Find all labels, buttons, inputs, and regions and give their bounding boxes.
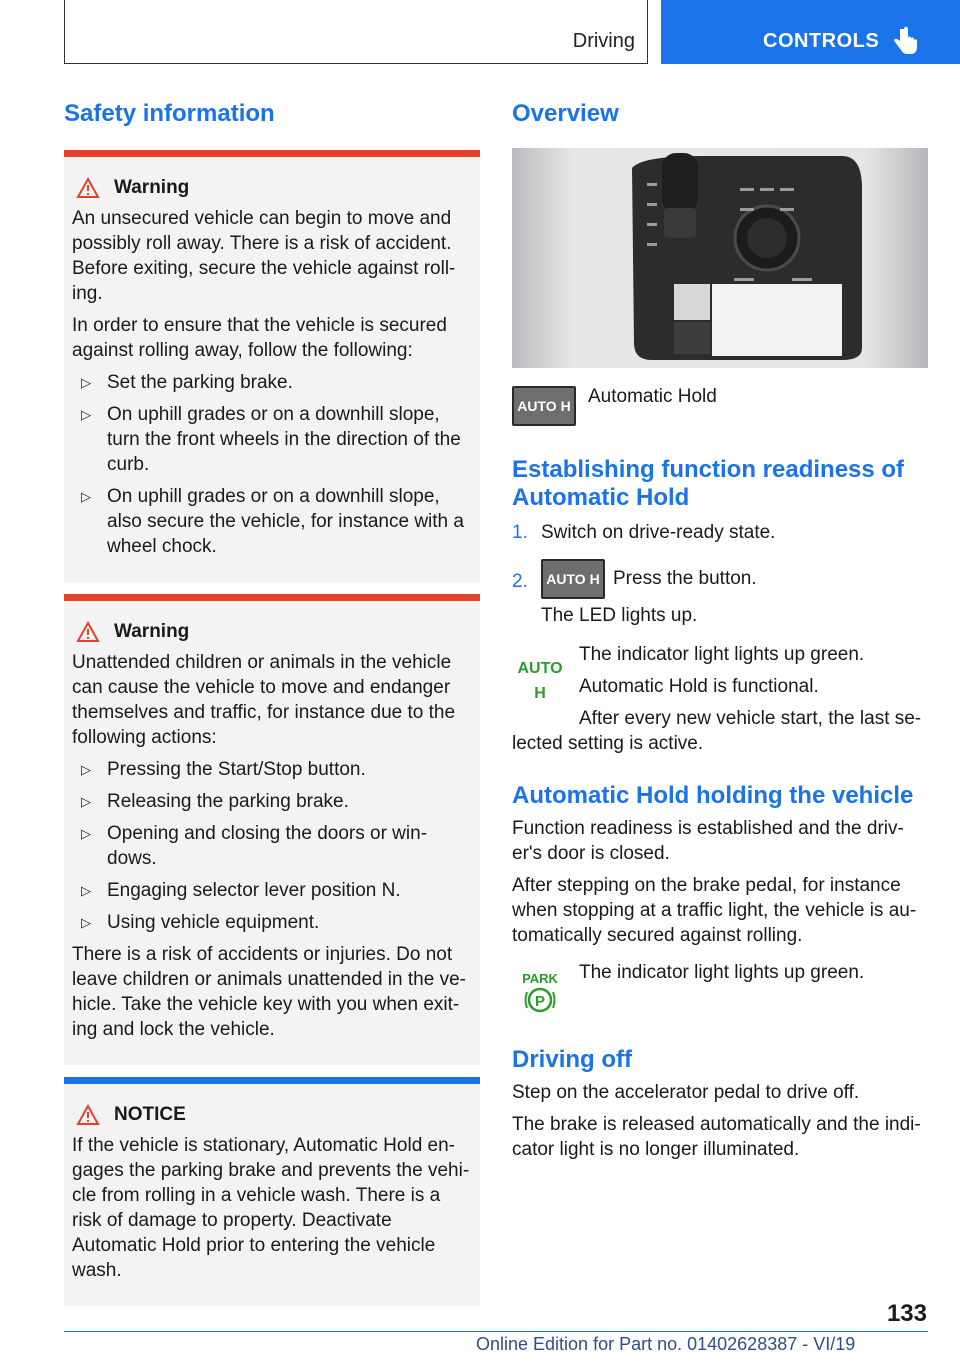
indicator-auto-h-row: AUTO H The indicator light lights up green. Automatic Hold is functional. After every new vehicle start, the last se- — [512, 642, 928, 731]
auto-h-button-icon: AUTO H — [541, 559, 605, 599]
step-item: 2. AUTO H Press the button. The LED lights up. — [512, 559, 928, 628]
warning-box-children — [64, 594, 480, 1065]
auto-h-button-icon: AUTO H — [512, 386, 576, 426]
header-frame — [64, 0, 648, 64]
list-item: ▷ Set the parking brake. — [81, 372, 293, 393]
notice-text: If the vehicle is stationary, Automatic Hold en-gages the parking brake and prevents the vehi-cle from rolling in a vehicle wash. There is a risk of damage to property. Deactivate Automatic Hold prior to entering the vehicle wash. — [72, 1135, 470, 1281]
svg-text:PARK: PARK — [522, 971, 558, 986]
warning-triangle-icon — [76, 1104, 100, 1126]
driving-off-heading: Driving off — [512, 1046, 632, 1073]
warning-text: In order to ensure that the vehicle is secured against rolling away, follow the following: — [72, 315, 447, 361]
park-indicator-icon — [520, 970, 560, 1014]
notice-box-vehicle-wash — [64, 1077, 480, 1306]
footer-edition: Online Edition for Part no. 01402628387 - VI/19 — [476, 1334, 856, 1354]
warning-text: An unsecured vehicle can begin to move and possibly roll away. There is a risk of accident. Before exiting, secure the vehicle against roll-ing. — [72, 208, 456, 304]
warning-box-rolling — [64, 150, 480, 582]
right-column: Overview AUTO H Automatic Hold Establishing function readiness of Automatic Hold 1. Switch on drive-ready state. 2. AUTO H Press the button. The LED lights up. AUTO H The indicator light lights up green. Automatic Hold is functional. After every new vehicle start, the last se- lected setting is active. Automatic Hold holding the vehicle Function readiness is established and the driv-er's door is closed. After stepping on the brake pedal, for instance when stopping at a traffic light, the vehicle is au-tomatically secured against rolling. PARK P The indicator light lights up green. Driving off Step on the accelerator pedal to drive off. The brake is released automatically and the indi-cator light is no longer illuminated. — [512, 100, 928, 1169]
bullet-triangle-icon: ▷ — [81, 883, 91, 898]
bullet-triangle-icon: ▷ — [81, 489, 91, 504]
function-readiness-heading: Establishing function readiness of Automatic Hold — [512, 456, 905, 511]
notice-title: NOTICE — [114, 1104, 186, 1125]
pointing-hand-icon — [893, 26, 919, 56]
bullet-triangle-icon: ▷ — [81, 375, 91, 390]
header-section: Driving — [572, 30, 635, 52]
left-column — [64, 100, 480, 1318]
warning-text: There is a risk of accidents or injuries. Do not leave children or animals unattended in the ve-hicle. Take the vehicle key with you when exit-ing and lock the vehicle. — [72, 944, 466, 1040]
list-item: ▷ Using vehicle equipment. — [81, 912, 320, 933]
list-item: ▷ Releasing the parking brake. — [81, 791, 349, 812]
overview-heading: Overview — [512, 100, 619, 127]
bullet-triangle-icon: ▷ — [81, 762, 91, 777]
holding-heading: Automatic Hold holding the vehicle — [512, 782, 914, 809]
warning-text: Unattended children or animals in the vehicle can cause the vehicle to move and endanger themselves and traffic, for instance due to the following actions: — [72, 652, 456, 748]
list-item: ▷ Opening and closing the doors or win-dows. — [81, 823, 428, 869]
bullet-triangle-icon: ▷ — [81, 915, 91, 930]
list-item: ▷ On uphill grades or on a downhill slope, turn the front wheels in the direction of the curb. — [81, 404, 461, 475]
center-console-photo — [512, 148, 928, 368]
warning-triangle-icon — [76, 621, 100, 643]
list-item: ▷ Engaging selector lever position N. — [81, 880, 401, 901]
header-chapter: CONTROLS — [763, 30, 880, 52]
header-chapter-tab — [661, 0, 960, 64]
bullet-triangle-icon: ▷ — [81, 794, 91, 809]
warning-triangle-icon — [76, 177, 100, 199]
page-number: 133 — [886, 1300, 927, 1327]
led-text: The LED lights up. — [541, 605, 698, 626]
list-item: ▷ On uphill grades or on a downhill slope, also secure the vehicle, for instance with a wheel chock. — [81, 486, 464, 557]
footer-divider — [64, 1331, 928, 1332]
readiness-steps — [512, 520, 928, 628]
bullet-triangle-icon: ▷ — [81, 407, 91, 422]
svg-text:P: P — [534, 993, 546, 1010]
bullet-triangle-icon: ▷ — [81, 826, 91, 841]
step-item: 1. Switch on drive-ready state. — [512, 522, 776, 543]
warning-title: Warning — [114, 177, 190, 198]
safety-information-heading: Safety information — [64, 100, 275, 127]
automatic-hold-caption: Automatic Hold — [588, 386, 717, 407]
auto-h-indicator-icon: AUTO H — [517, 660, 563, 702]
warning-title: Warning — [114, 621, 190, 642]
list-item: ▷ Pressing the Start/Stop button. — [81, 759, 366, 780]
automatic-hold-legend — [512, 386, 928, 426]
indicator-park-row: PARK P The indicator light lights up green. — [512, 960, 928, 1024]
